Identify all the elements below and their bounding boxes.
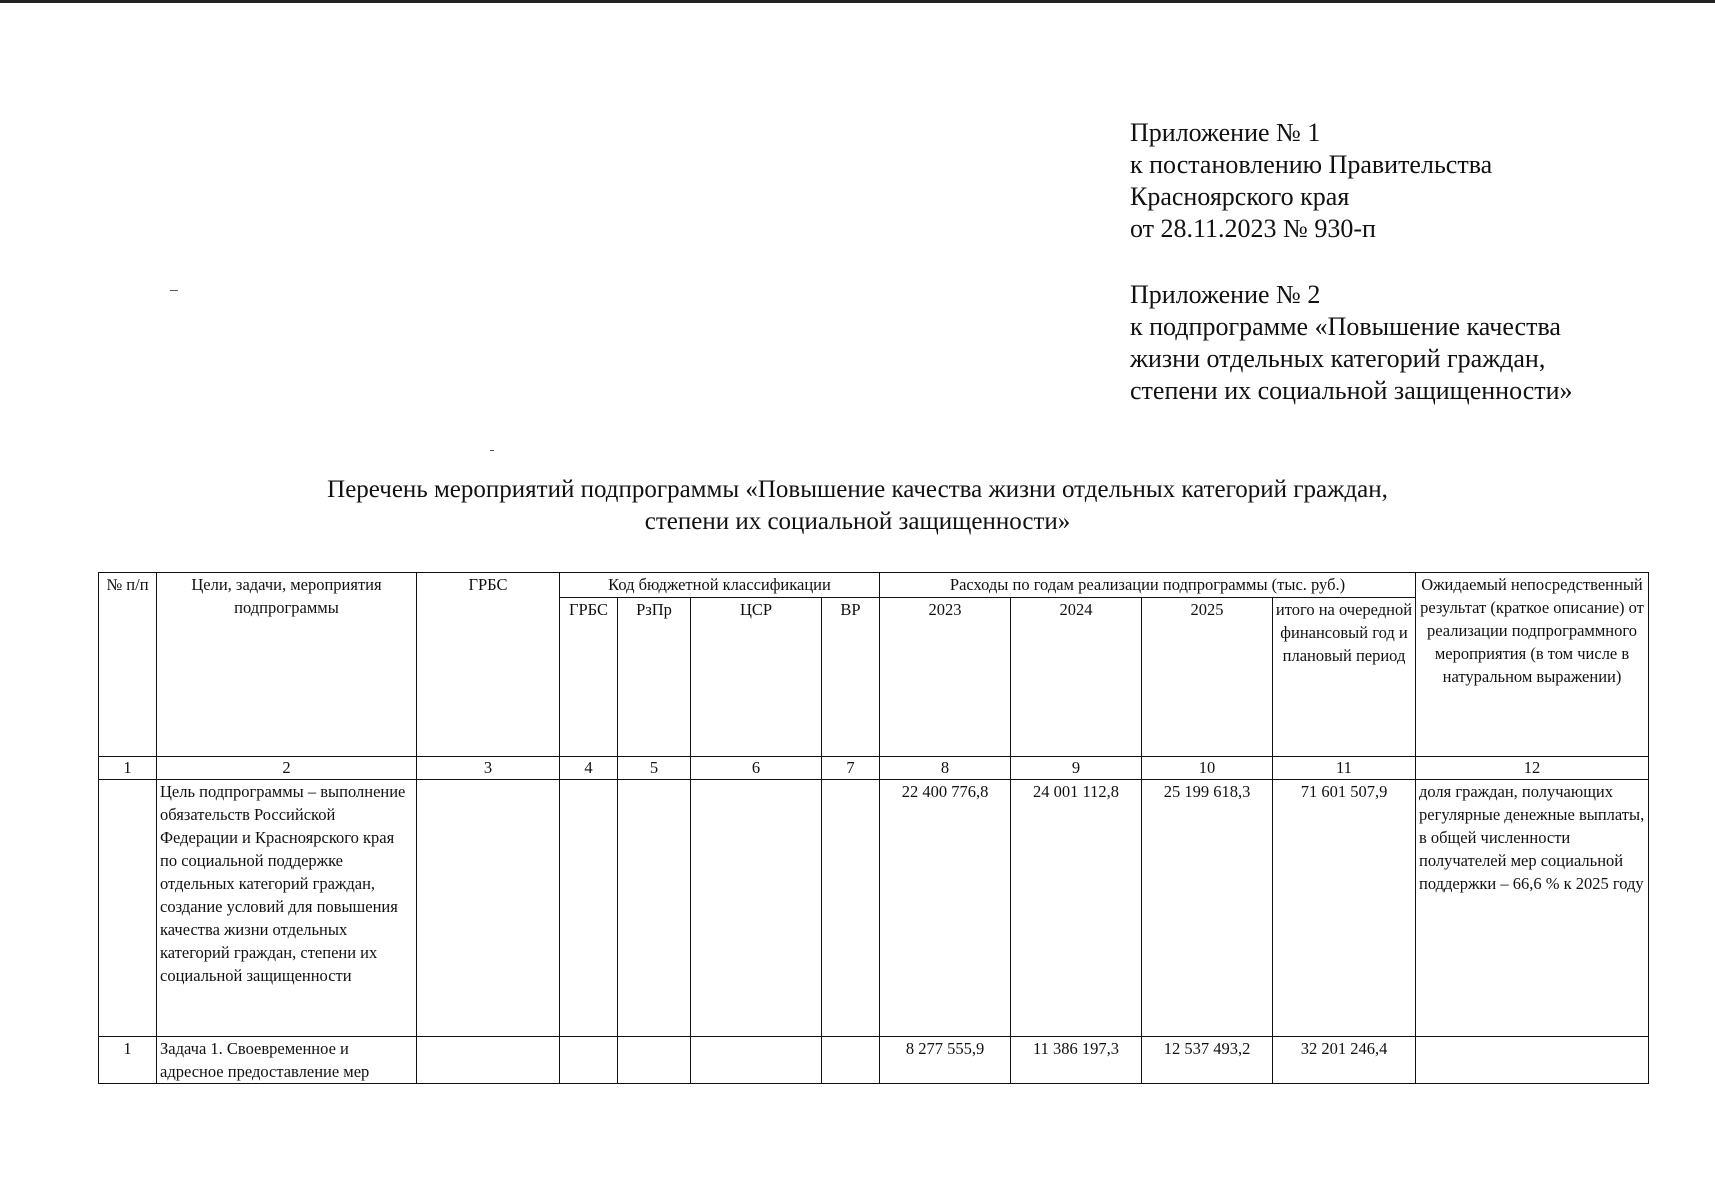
column-number: 12 — [1416, 757, 1649, 780]
column-number: 9 — [1011, 757, 1142, 780]
column-number: 2 — [157, 757, 417, 780]
column-number: 1 — [99, 757, 157, 780]
row-text: Задача 1. Своевременное и адресное предоставление мер — [157, 1037, 417, 1084]
header-code-rzpr: РзПр — [618, 598, 691, 757]
row-result — [1416, 1037, 1649, 1084]
header-result: Ожидаемый непосредственный результат (краткое описание) от реализации подпрограммного мероприятия (в том числе в натуральном выражении) — [1416, 573, 1649, 757]
row-y2024: 24 001 112,8 — [1011, 780, 1142, 1037]
appendix-1-line: Приложение № 1 — [1130, 118, 1321, 147]
appendix-2-line: к подпрограмме «Повышение качества — [1130, 312, 1561, 341]
appendix-1-line: к постановлению Правительства — [1130, 150, 1493, 179]
row-result: доля граждан, получающих регулярные денежные выплаты, в общей численности получателей мер социальной поддержки – 66,6 % к 2025 году — [1416, 780, 1649, 1037]
row-y2024: 11 386 197,3 — [1011, 1037, 1142, 1084]
appendix-2-header — [1130, 279, 1573, 407]
column-number: 4 — [560, 757, 618, 780]
table-header-row — [99, 573, 1649, 598]
top-border-line — [0, 0, 1715, 3]
row-num — [99, 780, 157, 1037]
appendix-2-line: Приложение № 2 — [1130, 280, 1321, 309]
measures-table — [98, 572, 1649, 1084]
row-num: 1 — [99, 1037, 157, 1084]
header-year-2024: 2024 — [1011, 598, 1142, 757]
appendix-1-line: Красноярского края — [1130, 182, 1350, 211]
column-number: 10 — [1142, 757, 1273, 780]
table-row-task-1 — [99, 1037, 1649, 1084]
header-code-grbs: ГРБС — [560, 598, 618, 757]
row-code-rzpr — [618, 1037, 691, 1084]
column-number: 7 — [822, 757, 880, 780]
appendix-1-header — [1130, 117, 1492, 245]
scan-speck — [170, 290, 178, 291]
column-number: 11 — [1273, 757, 1416, 780]
scan-speck — [490, 450, 494, 451]
table-row-goal — [99, 780, 1649, 1037]
row-grbs — [417, 1037, 560, 1084]
row-code-vr — [822, 1037, 880, 1084]
row-code-csr — [691, 1037, 822, 1084]
header-code-csr: ЦСР — [691, 598, 822, 757]
row-code-grbs — [560, 780, 618, 1037]
row-code-vr — [822, 780, 880, 1037]
header-goals: Цели, задачи, мероприятия подпрограммы — [157, 573, 417, 757]
header-code-vr: ВР — [822, 598, 880, 757]
header-num: № п/п — [99, 573, 157, 757]
header-budget-code: Код бюджетной классификации — [560, 573, 880, 598]
appendix-2-line: степени их социальной защищенности» — [1130, 376, 1573, 405]
document-title — [0, 474, 1715, 538]
document-title-line-2: степени их социальной защищенности» — [644, 508, 1071, 535]
row-grbs — [417, 780, 560, 1037]
appendix-1-line: от 28.11.2023 № 930-п — [1130, 214, 1376, 243]
column-number: 6 — [691, 757, 822, 780]
row-code-rzpr — [618, 780, 691, 1037]
header-year-2023: 2023 — [880, 598, 1011, 757]
row-y2025: 25 199 618,3 — [1142, 780, 1273, 1037]
header-year-2025: 2025 — [1142, 598, 1273, 757]
appendix-2-line: жизни отдельных категорий граждан, — [1130, 344, 1546, 373]
row-total: 32 201 246,4 — [1273, 1037, 1416, 1084]
column-number-row — [99, 757, 1649, 780]
header-expenses: Расходы по годам реализации подпрограммы (тыс. руб.) — [880, 573, 1416, 598]
row-y2023: 8 277 555,9 — [880, 1037, 1011, 1084]
row-code-grbs — [560, 1037, 618, 1084]
header-grbs: ГРБС — [417, 573, 560, 757]
row-y2023: 22 400 776,8 — [880, 780, 1011, 1037]
row-code-csr — [691, 780, 822, 1037]
column-number: 5 — [618, 757, 691, 780]
column-number: 8 — [880, 757, 1011, 780]
column-number: 3 — [417, 757, 560, 780]
row-y2025: 12 537 493,2 — [1142, 1037, 1273, 1084]
row-text: Цель подпрограммы – выполнение обязательств Российской Федерации и Красноярского края по социальной поддержке отдельных категорий граждан, создание условий для повышения качества жизни отдельных категорий граждан, степени их социальной защищенности — [157, 780, 417, 1037]
document-title-line-1: Перечень мероприятий подпрограммы «Повышение качества жизни отдельных категорий граждан, — [327, 476, 1388, 503]
row-total: 71 601 507,9 — [1273, 780, 1416, 1037]
header-total: итого на очередной финансовый год и плановый период — [1273, 598, 1416, 757]
